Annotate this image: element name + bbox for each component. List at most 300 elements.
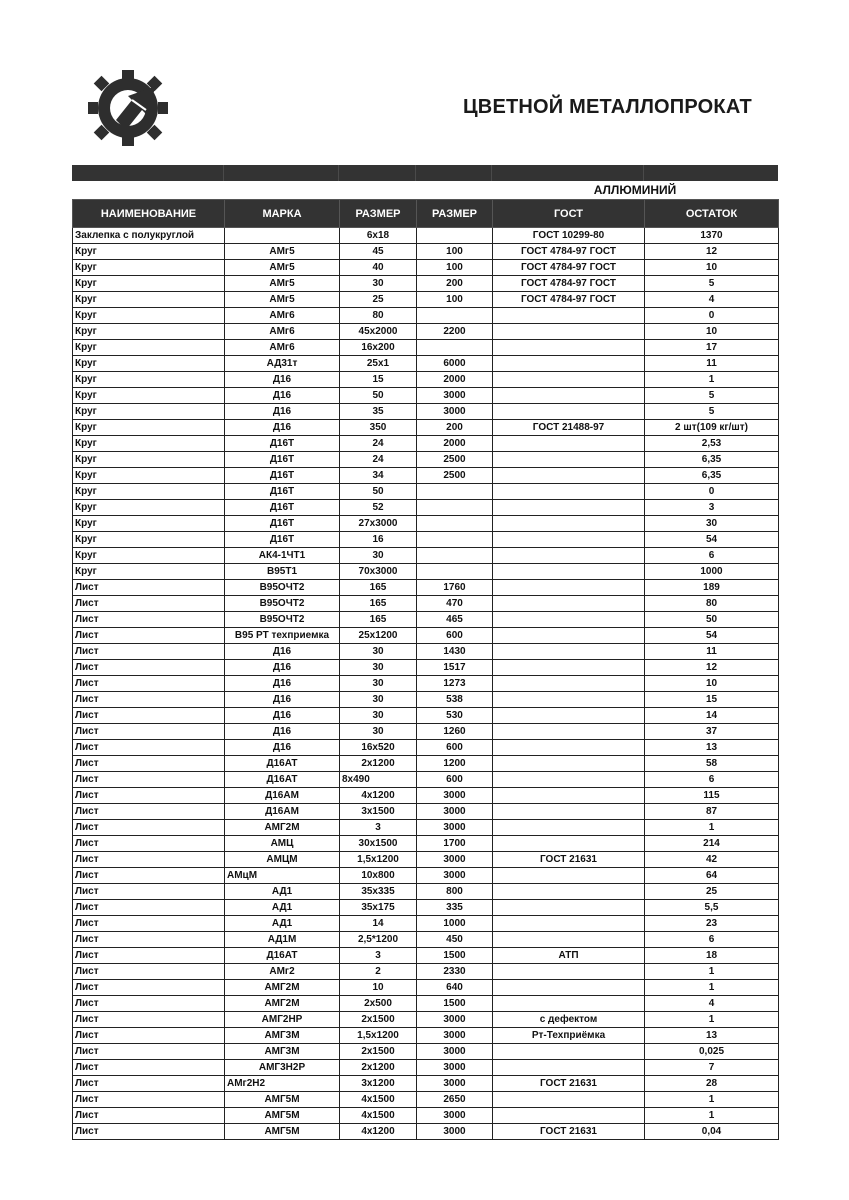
cell-grade: Д16Т <box>225 516 340 532</box>
cell-size: 2 <box>340 964 417 980</box>
cell-stock: 64 <box>645 868 779 884</box>
cell-stock: 189 <box>645 580 779 596</box>
cell-gost: ГОСТ 21631 <box>493 852 645 868</box>
cell-size: 35х335 <box>340 884 417 900</box>
table-row <box>73 852 779 868</box>
cell-size-2: 3000 <box>417 852 493 868</box>
cell-name: Круг <box>73 260 225 276</box>
cell-size: 3 <box>340 948 417 964</box>
cell-size: 4х1200 <box>340 788 417 804</box>
cell-gost <box>493 708 645 724</box>
cell-size: 35х175 <box>340 900 417 916</box>
cell-stock: 87 <box>645 804 779 820</box>
cell-size: 40 <box>340 260 417 276</box>
cell-name: Круг <box>73 324 225 340</box>
cell-size: 30 <box>340 708 417 724</box>
cell-grade <box>225 228 340 244</box>
cell-size: 45 <box>340 244 417 260</box>
cell-name: Лист <box>73 740 225 756</box>
cell-size-2: 3000 <box>417 804 493 820</box>
cell-stock: 17 <box>645 340 779 356</box>
cell-gost <box>493 740 645 756</box>
cell-grade: АД31т <box>225 356 340 372</box>
table-row <box>73 868 779 884</box>
cell-size-2: 6000 <box>417 356 493 372</box>
cell-size: 2х500 <box>340 996 417 1012</box>
cell-stock: 42 <box>645 852 779 868</box>
cell-size-2: 470 <box>417 596 493 612</box>
cell-size: 30 <box>340 676 417 692</box>
cell-grade: АМГ5М <box>225 1124 340 1140</box>
cell-name: Лист <box>73 788 225 804</box>
cell-stock: 1 <box>645 1012 779 1028</box>
cell-size: 24 <box>340 436 417 452</box>
cell-gost <box>493 660 645 676</box>
cell-grade: В95 РТ техприемка <box>225 628 340 644</box>
cell-size-2 <box>417 340 493 356</box>
table-row <box>73 980 779 996</box>
cell-grade: АМг2Н2 <box>225 1076 340 1092</box>
cell-grade: АМГ2НР <box>225 1012 340 1028</box>
cell-gost <box>493 644 645 660</box>
cell-grade: Д16Т <box>225 436 340 452</box>
cell-grade: АМг5 <box>225 292 340 308</box>
cell-grade: Д16 <box>225 724 340 740</box>
cell-name: Лист <box>73 1012 225 1028</box>
cell-gost <box>493 500 645 516</box>
cell-name: Круг <box>73 356 225 372</box>
cell-size-2 <box>417 532 493 548</box>
cell-grade: Д16 <box>225 420 340 436</box>
cell-gost <box>493 532 645 548</box>
cell-name: Лист <box>73 772 225 788</box>
cell-size: 10 <box>340 980 417 996</box>
cell-size-2: 3000 <box>417 868 493 884</box>
table-row <box>73 612 779 628</box>
cell-name: Лист <box>73 820 225 836</box>
cell-gost: Рт-Техприёмка <box>493 1028 645 1044</box>
cell-gost <box>493 452 645 468</box>
cell-name: Круг <box>73 564 225 580</box>
cell-size-2: 465 <box>417 612 493 628</box>
table-row <box>73 404 779 420</box>
cell-grade: Д16АТ <box>225 756 340 772</box>
cell-size-2 <box>417 500 493 516</box>
cell-name: Круг <box>73 484 225 500</box>
cell-size-2: 3000 <box>417 1012 493 1028</box>
table-row <box>73 900 779 916</box>
cell-size: 2х1200 <box>340 756 417 772</box>
cell-size-2: 3000 <box>417 1044 493 1060</box>
cell-size-2: 3000 <box>417 788 493 804</box>
cell-size: 25х1 <box>340 356 417 372</box>
column-header-size-2: РАЗМЕР <box>417 200 493 228</box>
cell-stock: 58 <box>645 756 779 772</box>
cell-grade: В95ОЧТ2 <box>225 612 340 628</box>
table-row <box>73 564 779 580</box>
cell-gost <box>493 836 645 852</box>
cell-gost <box>493 548 645 564</box>
cell-stock: 0,025 <box>645 1044 779 1060</box>
cell-grade: Д16 <box>225 676 340 692</box>
cell-size: 30 <box>340 644 417 660</box>
cell-size-2: 640 <box>417 980 493 996</box>
cell-stock: 12 <box>645 244 779 260</box>
cell-name: Лист <box>73 916 225 932</box>
cell-gost <box>493 868 645 884</box>
table-row <box>73 532 779 548</box>
table-row <box>73 1044 779 1060</box>
table-row <box>73 324 779 340</box>
cell-size-2: 3000 <box>417 820 493 836</box>
table-row <box>73 884 779 900</box>
cell-name: Лист <box>73 724 225 740</box>
cell-grade: Д16Т <box>225 532 340 548</box>
table-row <box>73 388 779 404</box>
cell-stock: 1 <box>645 980 779 996</box>
cell-grade: В95Т1 <box>225 564 340 580</box>
cell-grade: АМг5 <box>225 260 340 276</box>
table-row <box>73 644 779 660</box>
cell-grade: Д16АТ <box>225 948 340 964</box>
cell-name: Лист <box>73 932 225 948</box>
cell-grade: АМГ2М <box>225 996 340 1012</box>
cell-size: 3 <box>340 820 417 836</box>
table-row <box>73 452 779 468</box>
cell-size: 2,5*1200 <box>340 932 417 948</box>
cell-name: Лист <box>73 884 225 900</box>
cell-size: 45х2000 <box>340 324 417 340</box>
cell-grade: АМГ3Н2Р <box>225 1060 340 1076</box>
cell-grade: АМг5 <box>225 244 340 260</box>
cell-size: 16х520 <box>340 740 417 756</box>
cell-gost <box>493 1092 645 1108</box>
cell-grade: АМГ3М <box>225 1028 340 1044</box>
cell-gost <box>493 900 645 916</box>
page-title: ЦВЕТНОЙ МЕТАЛЛОПРОКАТ <box>463 96 752 118</box>
cell-stock: 12 <box>645 660 779 676</box>
table-row <box>73 740 779 756</box>
cell-size: 24 <box>340 452 417 468</box>
cell-size-2: 1000 <box>417 916 493 932</box>
cell-size: 50 <box>340 484 417 500</box>
cell-grade: АК4-1ЧТ1 <box>225 548 340 564</box>
cell-size-2: 2650 <box>417 1092 493 1108</box>
cell-size-2: 1260 <box>417 724 493 740</box>
cell-stock: 10 <box>645 324 779 340</box>
cell-grade: АМг6 <box>225 340 340 356</box>
table-row <box>73 1028 779 1044</box>
cell-size-2 <box>417 516 493 532</box>
cell-stock: 30 <box>645 516 779 532</box>
cell-grade: Д16АМ <box>225 804 340 820</box>
cell-stock: 3 <box>645 500 779 516</box>
cell-name: Круг <box>73 420 225 436</box>
cell-grade: Д16 <box>225 404 340 420</box>
cell-size: 2х1200 <box>340 1060 417 1076</box>
table-row <box>73 804 779 820</box>
table-row <box>73 484 779 500</box>
cell-name: Лист <box>73 1060 225 1076</box>
table-row <box>73 788 779 804</box>
cell-gost <box>493 1060 645 1076</box>
cell-size-2: 1700 <box>417 836 493 852</box>
cell-grade: АМЦ <box>225 836 340 852</box>
cell-name: Лист <box>73 804 225 820</box>
cell-name: Круг <box>73 292 225 308</box>
cell-gost <box>493 564 645 580</box>
cell-size: 4х1500 <box>340 1092 417 1108</box>
cell-size-2: 100 <box>417 244 493 260</box>
cell-stock: 6,35 <box>645 452 779 468</box>
cell-size: 70х3000 <box>340 564 417 580</box>
cell-gost <box>493 756 645 772</box>
cell-name: Лист <box>73 708 225 724</box>
table-row <box>73 580 779 596</box>
cell-gost <box>493 916 645 932</box>
table-row <box>73 628 779 644</box>
cell-size: 25 <box>340 292 417 308</box>
cell-name: Круг <box>73 308 225 324</box>
cell-grade: АМГ2М <box>225 820 340 836</box>
cell-gost <box>493 820 645 836</box>
cell-grade: Д16Т <box>225 468 340 484</box>
cell-grade: АМГ5М <box>225 1108 340 1124</box>
cell-name: Лист <box>73 676 225 692</box>
cell-gost <box>493 324 645 340</box>
section-label: АЛЛЮМИНИЙ <box>593 183 677 197</box>
cell-size: 2х1500 <box>340 1044 417 1060</box>
cell-size: 16х200 <box>340 340 417 356</box>
cell-size: 30 <box>340 548 417 564</box>
cell-grade: Д16 <box>225 660 340 676</box>
header-bar <box>72 165 778 181</box>
cell-grade: Д16Т <box>225 452 340 468</box>
cell-grade: АД1 <box>225 900 340 916</box>
cell-name: Круг <box>73 340 225 356</box>
cell-gost <box>493 884 645 900</box>
table-row <box>73 692 779 708</box>
cell-name: Лист <box>73 900 225 916</box>
table-row <box>73 276 779 292</box>
table-row <box>73 500 779 516</box>
cell-stock: 0 <box>645 308 779 324</box>
cell-size: 6х18 <box>340 228 417 244</box>
cell-size: 50 <box>340 388 417 404</box>
table-row <box>73 996 779 1012</box>
cell-name: Круг <box>73 372 225 388</box>
cell-gost <box>493 596 645 612</box>
cell-stock: 23 <box>645 916 779 932</box>
cell-size-2: 1500 <box>417 948 493 964</box>
cell-stock: 14 <box>645 708 779 724</box>
cell-stock: 1000 <box>645 564 779 580</box>
cell-gost <box>493 628 645 644</box>
cell-stock: 13 <box>645 1028 779 1044</box>
table-row <box>73 820 779 836</box>
table-row <box>73 1092 779 1108</box>
cell-grade: АМцМ <box>225 868 340 884</box>
cell-stock: 13 <box>645 740 779 756</box>
cell-gost: ГОСТ 4784-97 ГОСТ <box>493 276 645 292</box>
cell-stock: 11 <box>645 356 779 372</box>
cell-stock: 0 <box>645 484 779 500</box>
cell-grade: Д16Т <box>225 484 340 500</box>
cell-name: Лист <box>73 692 225 708</box>
cell-stock: 5,5 <box>645 900 779 916</box>
cell-grade: Д16 <box>225 740 340 756</box>
cell-name: Лист <box>73 1092 225 1108</box>
cell-size: 3х1500 <box>340 804 417 820</box>
cell-grade: Д16АТ <box>225 772 340 788</box>
cell-gost <box>493 676 645 692</box>
cell-gost: ГОСТ 4784-97 ГОСТ <box>493 292 645 308</box>
column-header-size: РАЗМЕР <box>340 200 417 228</box>
cell-gost <box>493 484 645 500</box>
cell-size: 165 <box>340 580 417 596</box>
cell-gost <box>493 1108 645 1124</box>
cell-size-2: 200 <box>417 420 493 436</box>
cell-grade: Д16 <box>225 644 340 660</box>
cell-grade: В95ОЧТ2 <box>225 580 340 596</box>
cell-grade: АД1 <box>225 916 340 932</box>
cell-gost: ГОСТ 21488-97 <box>493 420 645 436</box>
table-row <box>73 596 779 612</box>
table-row <box>73 420 779 436</box>
cell-size-2 <box>417 484 493 500</box>
table-row <box>73 756 779 772</box>
cell-size: 27х3000 <box>340 516 417 532</box>
cell-size: 14 <box>340 916 417 932</box>
cell-grade: АД1М <box>225 932 340 948</box>
cell-size: 165 <box>340 612 417 628</box>
cell-size: 35 <box>340 404 417 420</box>
table-header-row <box>73 200 779 228</box>
cell-grade: АМГ5М <box>225 1092 340 1108</box>
cell-name: Круг <box>73 276 225 292</box>
table-row <box>73 340 779 356</box>
cell-grade: Д16Т <box>225 500 340 516</box>
column-header-gost: ГОСТ <box>493 200 645 228</box>
table-row <box>73 932 779 948</box>
cell-name: Лист <box>73 596 225 612</box>
table-row <box>73 292 779 308</box>
cell-stock: 0,04 <box>645 1124 779 1140</box>
cell-gost <box>493 788 645 804</box>
cell-grade: В95ОЧТ2 <box>225 596 340 612</box>
cell-name: Лист <box>73 948 225 964</box>
cell-gost <box>493 964 645 980</box>
table-row <box>73 1076 779 1092</box>
cell-size-2: 335 <box>417 900 493 916</box>
cell-stock: 6 <box>645 932 779 948</box>
cell-name: Лист <box>73 852 225 868</box>
cell-size: 3х1200 <box>340 1076 417 1092</box>
section-heading <box>72 181 778 199</box>
cell-gost <box>493 404 645 420</box>
table-row <box>73 676 779 692</box>
cell-stock: 2,53 <box>645 436 779 452</box>
cell-gost <box>493 772 645 788</box>
cell-stock: 1 <box>645 372 779 388</box>
table-row <box>73 836 779 852</box>
cell-name: Заклепка с полукруглой <box>73 228 225 244</box>
cell-gost <box>493 804 645 820</box>
cell-size-2: 600 <box>417 740 493 756</box>
cell-stock: 214 <box>645 836 779 852</box>
cell-size: 4х1200 <box>340 1124 417 1140</box>
cell-gost <box>493 1044 645 1060</box>
cell-gost <box>493 516 645 532</box>
table-row <box>73 436 779 452</box>
cell-name: Лист <box>73 1076 225 1092</box>
table-row <box>73 372 779 388</box>
column-header-name: НАИМЕНОВАНИЕ <box>73 200 225 228</box>
cell-grade: АМГ2М <box>225 980 340 996</box>
cell-size-2: 2500 <box>417 452 493 468</box>
column-header-stock: ОСТАТОК <box>645 200 779 228</box>
cell-size-2: 2200 <box>417 324 493 340</box>
cell-name: Круг <box>73 436 225 452</box>
table-row <box>73 244 779 260</box>
cell-size-2: 1200 <box>417 756 493 772</box>
cell-size-2: 600 <box>417 772 493 788</box>
cell-stock: 28 <box>645 1076 779 1092</box>
cell-gost: АТП <box>493 948 645 964</box>
cell-stock: 54 <box>645 628 779 644</box>
cell-size-2: 1273 <box>417 676 493 692</box>
cell-grade: АМЦМ <box>225 852 340 868</box>
table-row <box>73 948 779 964</box>
cell-size-2: 3000 <box>417 388 493 404</box>
cell-size-2: 2500 <box>417 468 493 484</box>
cell-size-2: 1760 <box>417 580 493 596</box>
cell-gost <box>493 308 645 324</box>
cell-gost: ГОСТ 10299-80 <box>493 228 645 244</box>
cell-size-2: 530 <box>417 708 493 724</box>
cell-stock: 11 <box>645 644 779 660</box>
table-row <box>73 724 779 740</box>
cell-size: 165 <box>340 596 417 612</box>
cell-size: 25х1200 <box>340 628 417 644</box>
cell-size: 1,5х1200 <box>340 852 417 868</box>
cell-name: Лист <box>73 1124 225 1140</box>
cell-size: 15 <box>340 372 417 388</box>
cell-size: 52 <box>340 500 417 516</box>
cell-stock: 1 <box>645 1092 779 1108</box>
cell-size: 8х490 <box>340 772 417 788</box>
table-row <box>73 1060 779 1076</box>
cell-size: 2х1500 <box>340 1012 417 1028</box>
cell-name: Круг <box>73 244 225 260</box>
cell-gost <box>493 340 645 356</box>
cell-gost <box>493 980 645 996</box>
cell-name: Лист <box>73 612 225 628</box>
cell-name: Лист <box>73 836 225 852</box>
cell-gost <box>493 356 645 372</box>
cell-stock: 54 <box>645 532 779 548</box>
cell-name: Круг <box>73 468 225 484</box>
cell-size-2: 3000 <box>417 1028 493 1044</box>
cell-grade: АМг6 <box>225 308 340 324</box>
cell-size-2: 2000 <box>417 436 493 452</box>
cell-size-2: 800 <box>417 884 493 900</box>
cell-size-2 <box>417 564 493 580</box>
cell-size: 4х1500 <box>340 1108 417 1124</box>
column-header-grade: МАРКА <box>225 200 340 228</box>
cell-stock: 80 <box>645 596 779 612</box>
cell-stock: 6,35 <box>645 468 779 484</box>
